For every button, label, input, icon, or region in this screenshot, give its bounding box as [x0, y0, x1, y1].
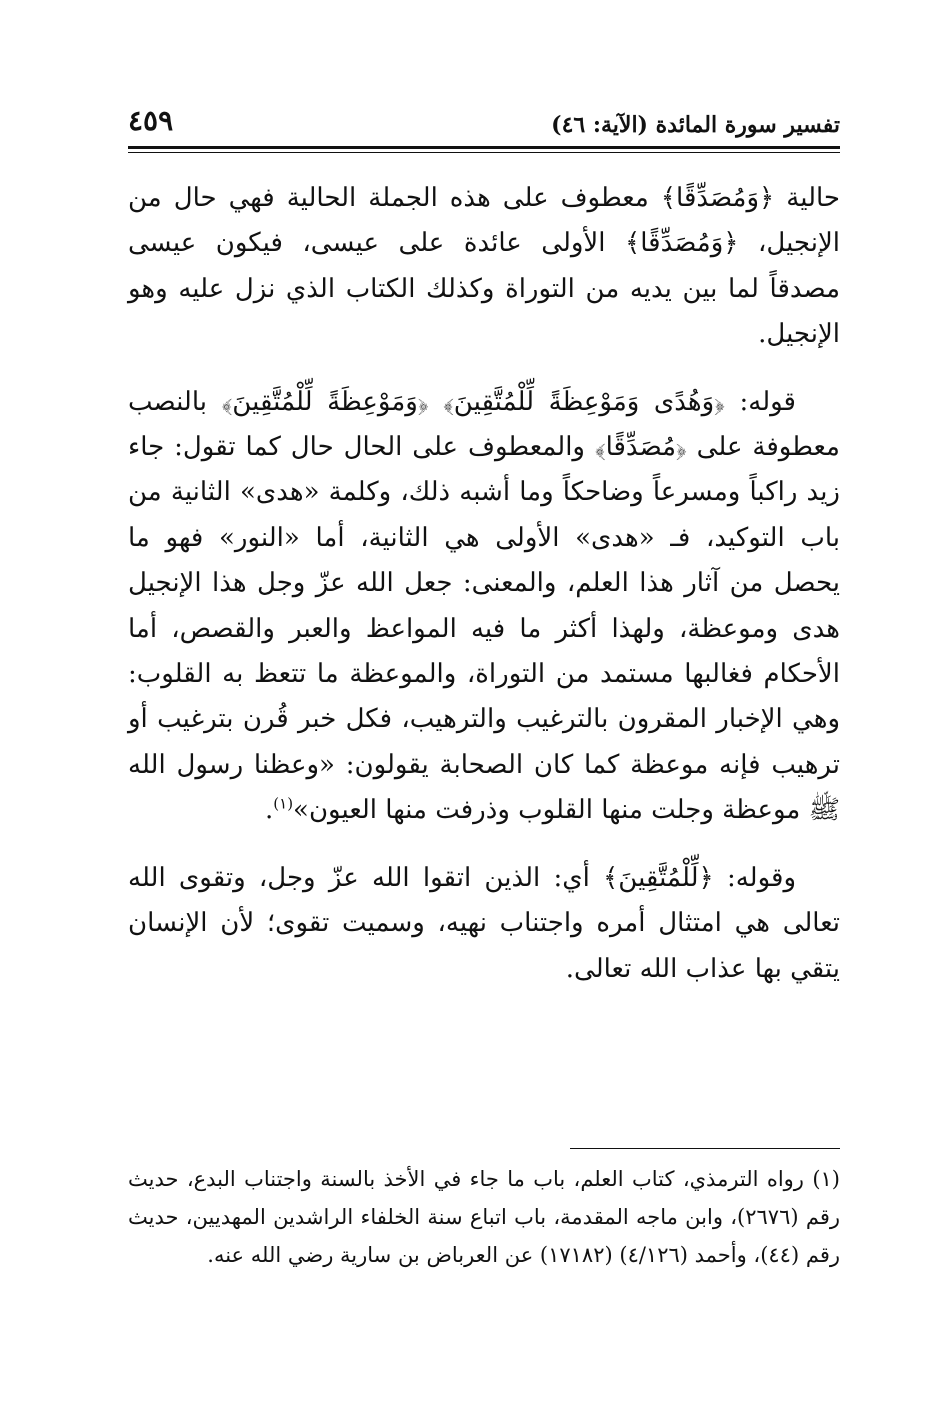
footnotes: [128, 1160, 840, 1274]
paragraph-2-end: .: [265, 795, 274, 826]
page-header: [128, 104, 840, 144]
footnote-separator: [570, 1148, 840, 1149]
footnote-reference: (١): [273, 794, 294, 813]
paragraph-2: [128, 380, 840, 834]
page-number: ٤٥٩: [128, 104, 174, 137]
footnote-marker: (١): [812, 1167, 840, 1191]
header-rule-thin: [128, 152, 840, 153]
running-title: تفسير سورة المائدة (الآية: ٤٦): [551, 112, 840, 138]
paragraph-3: وقوله: ﴿لِّلْمُتَّقِينَ﴾ أي: الذين اتقوا الله عزّ وجل، وتقوى الله تعالى هي امتثال أمره واجتناب نهيه، وسميت تقوى؛ لأن الإنسان يتقي بها عذاب الله تعالى.: [128, 862, 840, 984]
footnote-text: رواه الترمذي، كتاب العلم، باب ما جاء في الأخذ بالسنة واجتناب البدع، حديث رقم (٢٦٧٦)، وابن ماجه المقدمة، باب اتباع سنة الخلفاء الراشدين المهديين، حديث رقم (٤٤)، وأحمد (٤/١٢٦) (١٧١٨٢) عن العرباض بن سارية رضي الله عنه.: [128, 1167, 840, 1267]
paragraph-1: حالية ﴿وَمُصَدِّقًا﴾ معطوف على هذه الجملة الحالية فهي حال من الإنجيل، ﴿وَمُصَدِّقًا﴾ الأولى عائدة على عيسى، فيكون عيسى مصدقاً لما بين يديه من التوراة وكذلك الكتاب الذي نزل عليه وهو الإنجيل.: [128, 183, 840, 350]
header-rule-thick: [128, 146, 840, 149]
footnote-1: [128, 1160, 840, 1274]
main-text: [128, 176, 840, 992]
paragraph-2-text: قوله: ﴿وَهُدًى وَمَوْعِظَةً لِّلْمُتَّقِينَ﴾ ﴿وَمَوْعِظَةً لِّلْمُتَّقِينَ﴾ بالنصب معطوفة على ﴿مُصَدِّقًا﴾ والمعطوف على الحال حال كما تقول: جاء زيد راكباً ومسرعاً وضاحكاً وما أشبه ذلك، وكلمة «هدى» الثانية من باب التوكيد، فـ «هدى» الأولى هي الثانية، أما «النور» فهو ما يحصل من آثار هذا العلم، والمعنى: جعل الله عزّ وجل هذا الإنجيل هدى وموعظة، ولهذا أكثر ما فيه المواعظ والعبر والقصص، أما الأحكام فغالبها مستمد من التوراة، والموعظة ما تتعظ به القلوب: وهي الإخبار المقرون بالترغيب والترهيب، فكل خبر قُرن بترغيب أو ترهيب فإنه موعظة كما كان الصحابة يقولون: «وعظنا رسول الله ﷺ موعظة وجلت منها القلوب وذرفت منها العيون»: [128, 386, 840, 826]
